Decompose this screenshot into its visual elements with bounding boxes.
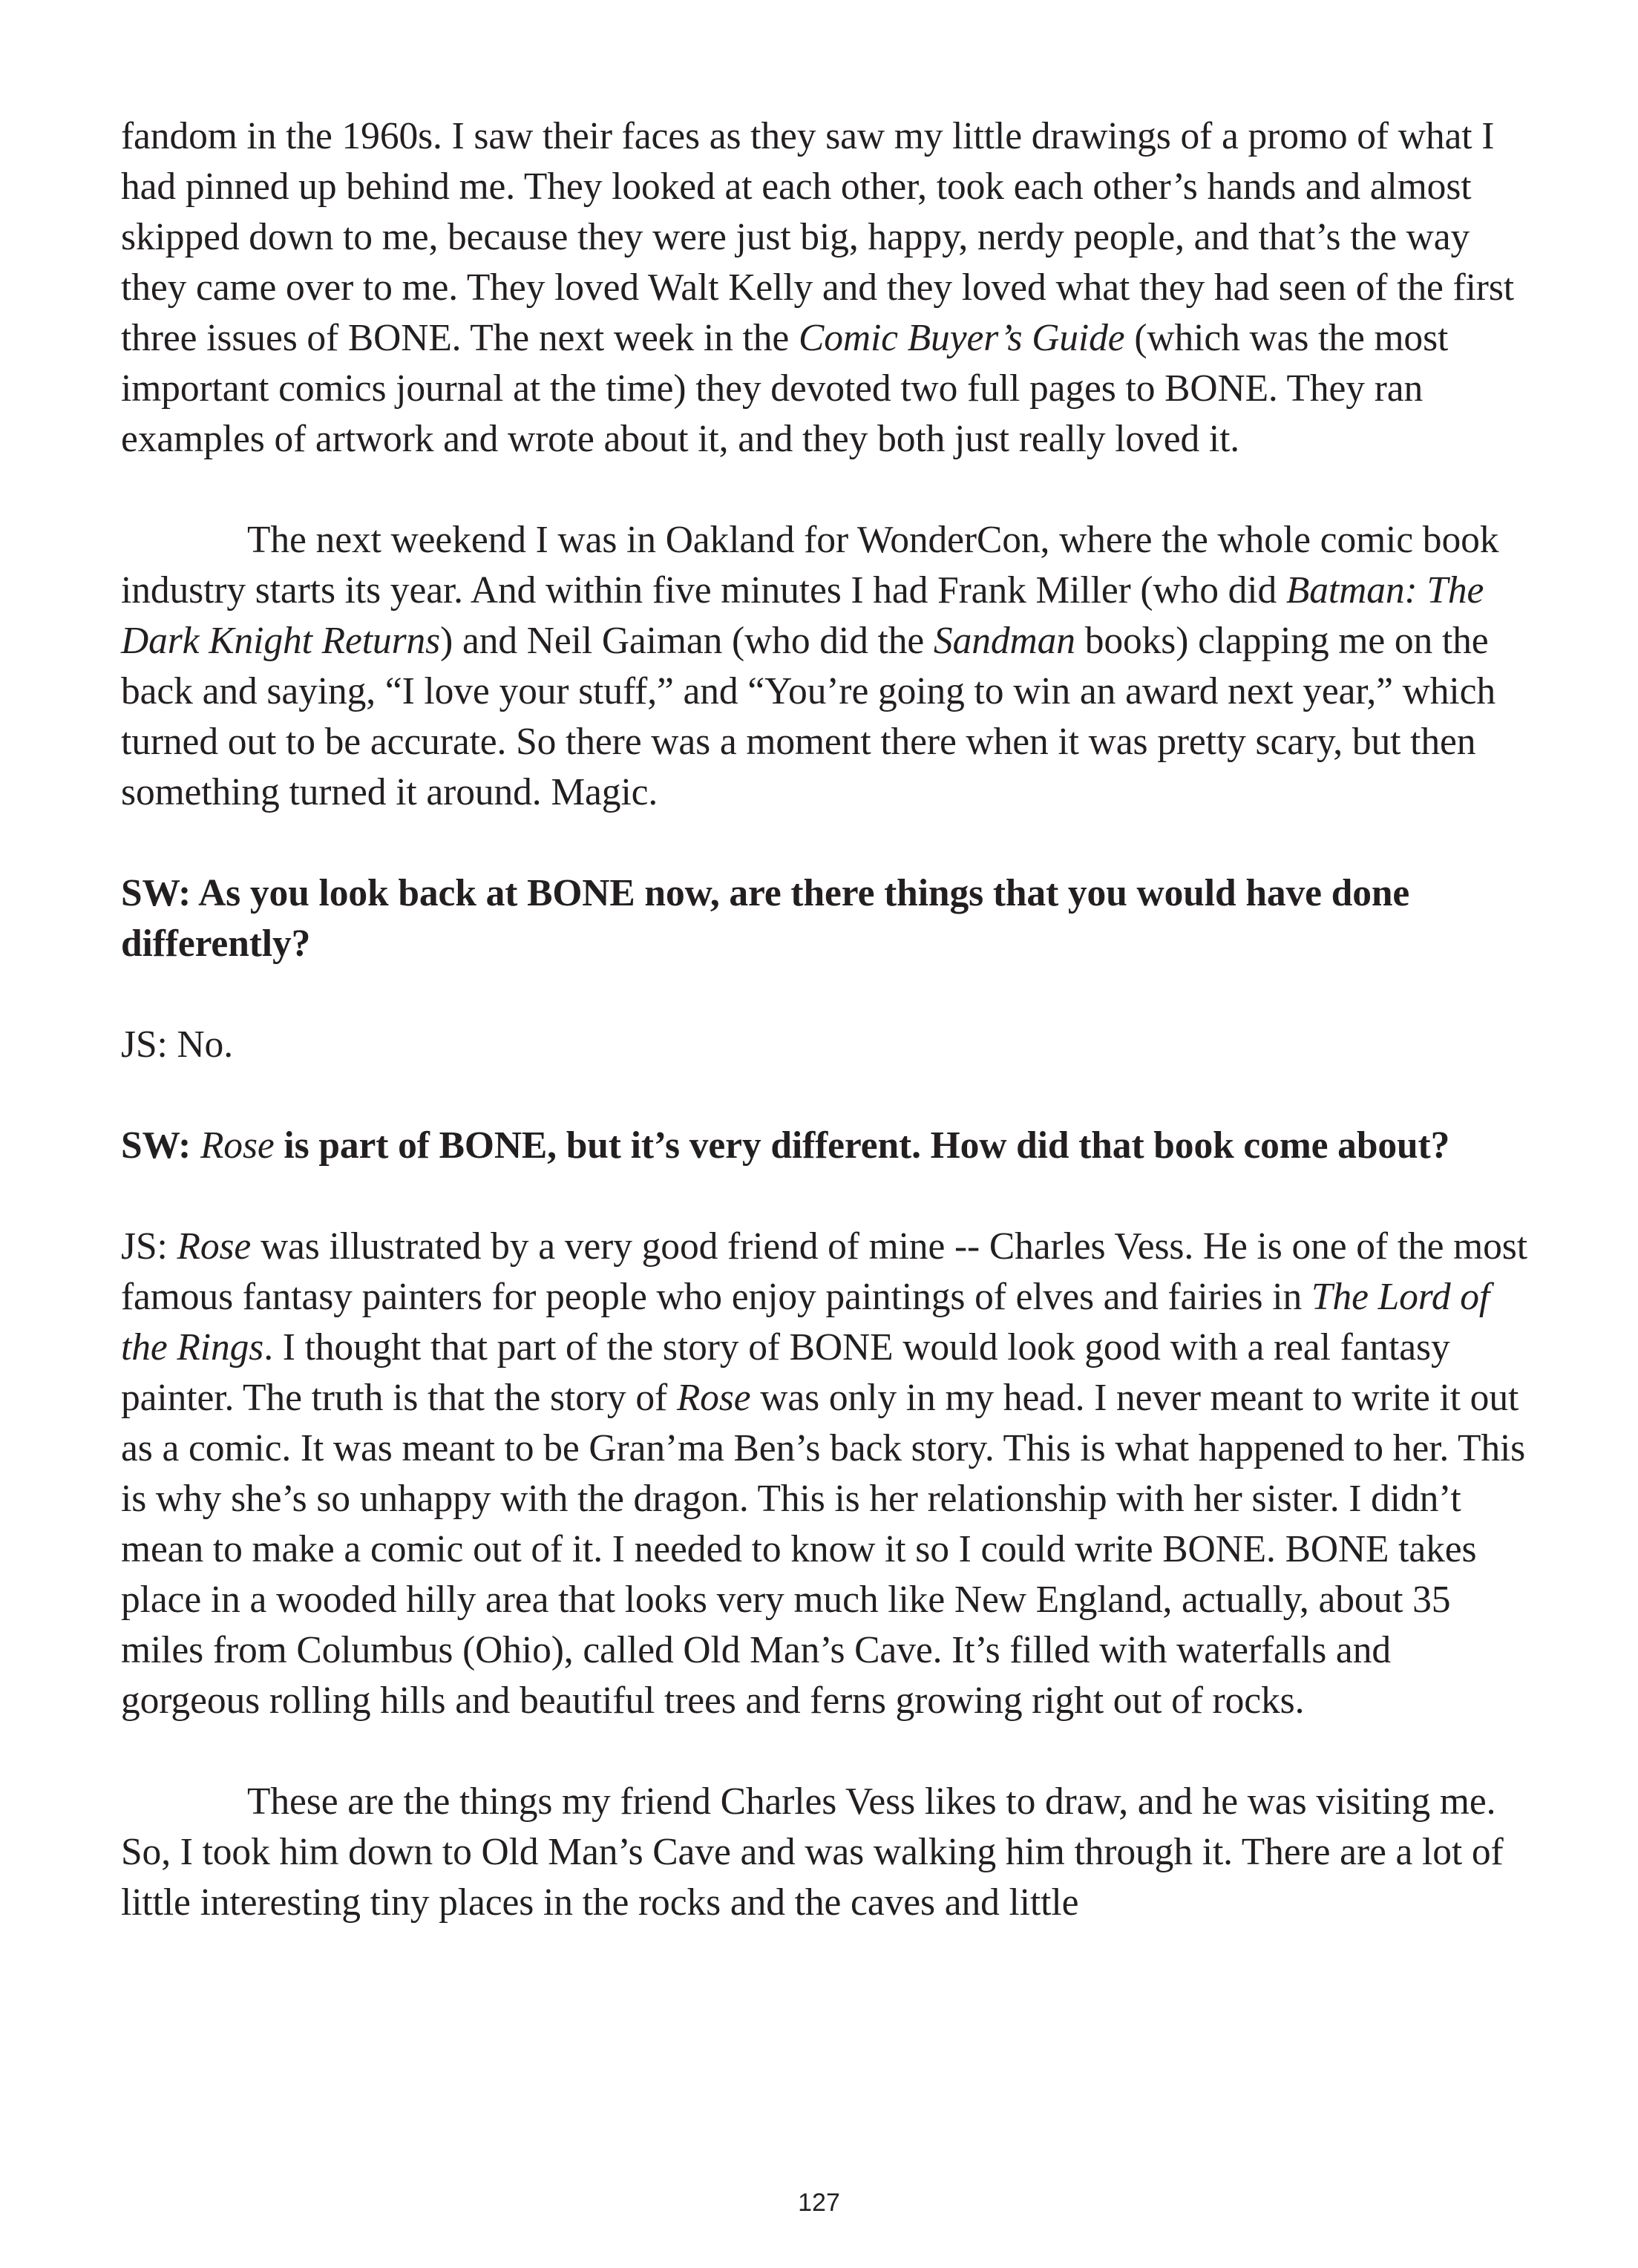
text-run: SW: xyxy=(121,1124,200,1167)
text-run: was only in my head. I never meant to write it out as a comic. It was meant to be Gran’ma Ben’s back story. This is what happened to her. This is why she’s so unhappy with the dragon. This is her relationship with her sister. I didn’t mean to make a comic out of it. I needed to know it so I could write BONE. BONE takes place in a wooded hilly area that looks very much like New England, actually, about 35 miles from Columbus (Ohio), called Old Man’s Cave. It’s filled with waterfalls and gorgeous rolling hills and beautiful trees and ferns growing right out of rocks. xyxy=(121,1377,1526,1722)
interview-answer-2 xyxy=(121,1222,1531,1726)
text-run: ) and Neil Gaiman (who did the xyxy=(440,620,934,662)
text-run: books) clapping me on the back and saying, “I love your stuff,” and “You’re going to win an award next year,” which turned out to be accurate. So there was a moment there when it was pretty scary, but then something turned it around. Magic. xyxy=(121,620,1496,813)
page-number: 127 xyxy=(798,2189,840,2217)
interview-answer-1: JS: No. xyxy=(121,1023,233,1066)
italic-title: Rose xyxy=(177,1225,252,1268)
italic-title: The Lord of the Rings xyxy=(121,1276,1490,1369)
interview-question-1: SW: As you look back at BONE now, are there things that you would have done differently? xyxy=(121,872,1410,965)
text-run: was illustrated by a very good friend of mine -- Charles Vess. He is one of the most famous fantasy painters for people who enjoy paintings of elves and fairies in xyxy=(121,1225,1527,1318)
italic-title: Sandman xyxy=(933,620,1075,662)
text-run: is part of BONE, but it’s very different. How did that book come about? xyxy=(274,1124,1450,1167)
interview-question-2 xyxy=(121,1121,1531,1171)
italic-title: Rose xyxy=(200,1124,275,1167)
italic-title: Batman: The Dark Knight Returns xyxy=(121,569,1484,662)
text-run: . I thought that part of the story of BONE would look good with a real fantasy painter. The truth is that the story of xyxy=(121,1326,1450,1419)
paragraph-fandom xyxy=(121,111,1531,465)
italic-title: Rose xyxy=(676,1377,751,1419)
text-run: fandom in the 1960s. I saw their faces as they saw my little drawings of a promo of what I had pinned up behind me. They looked at each other, took each other’s hands and almost skipped down to me, because they were just big, happy, nerdy people, and that’s the way they came over to me. They loved Walt Kelly and they loved what they had seen of the first three issues of BONE. The next week in the xyxy=(121,115,1515,359)
text-run: (which was the most important comics journal at the time) they devoted two full pages to BONE. They ran examples of artwork and wrote about it, and they both just really loved it. xyxy=(121,317,1449,460)
paragraph-charles-vess: These are the things my friend Charles Vess likes to draw, and he was visiting me. So, I took him down to Old Man’s Cave and was walking him through it. There are a lot of little interesting tiny places in the rocks and the caves and little xyxy=(121,1780,1504,1924)
text-run: The next weekend I was in Oakland for WonderCon, where the whole comic book industry starts its year. And within five minutes I had Frank Miller (who did xyxy=(121,519,1499,612)
text-run: JS: xyxy=(121,1225,177,1268)
italic-title: Comic Buyer’s Guide xyxy=(798,317,1125,359)
body-text xyxy=(121,111,1531,1928)
paragraph-wondercon xyxy=(121,515,1531,818)
